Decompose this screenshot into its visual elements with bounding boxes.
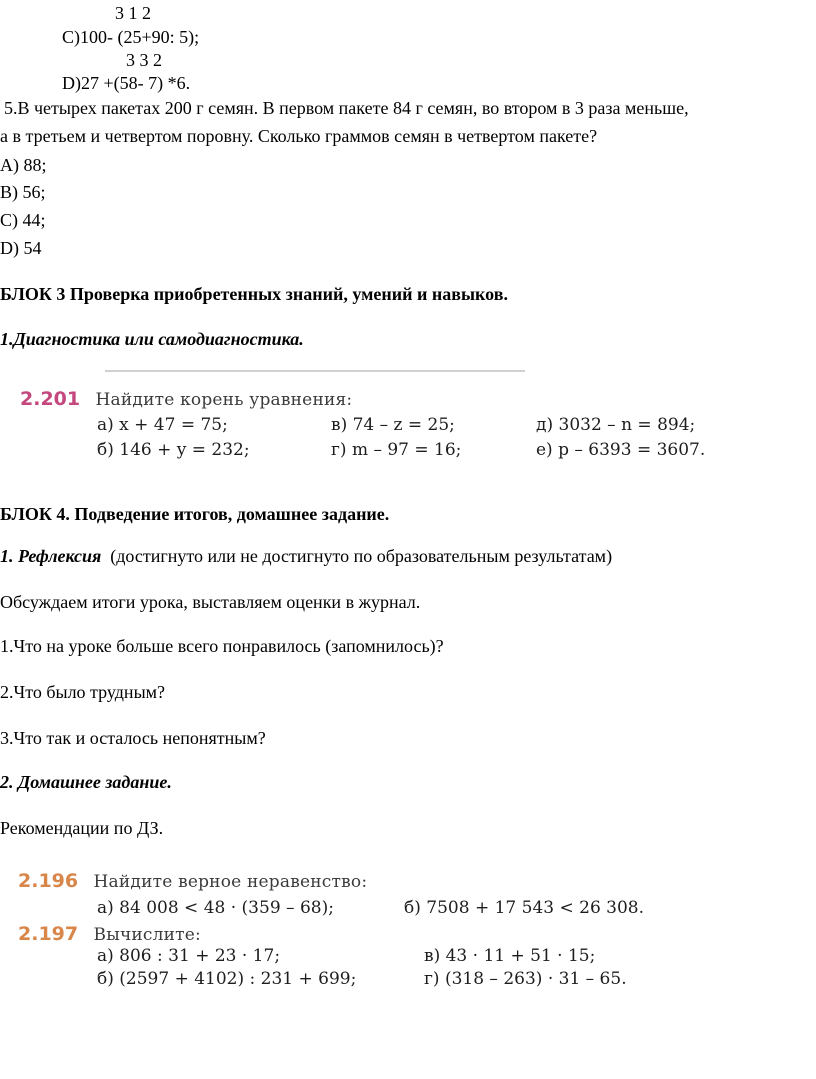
- answer-d: D) 54: [0, 238, 42, 258]
- calculation-v: в) 43 · 11 + 51 · 15;: [424, 946, 596, 966]
- inequality-b: б) 7508 + 17 543 < 26 308.: [404, 898, 645, 918]
- reflection-text: (достигнуто или не достигнуто по образовательным результатам): [110, 546, 613, 566]
- exercise-heading: Найдите корень уравнения:: [95, 390, 353, 410]
- exercise-2-197: [18, 923, 201, 945]
- equation-v: в) 74 – z = 25;: [331, 415, 455, 435]
- question-5-line2: а в третьем и четвертом поровну. Сколько граммов семян в четвертом пакете?: [0, 126, 598, 146]
- expression-c-marks: 3 1 2: [115, 3, 151, 23]
- block-3-title: БЛОК 3 Проверка приобретенных знаний, умений и навыков.: [0, 284, 508, 304]
- equation-d: д) 3032 – n = 894;: [536, 415, 696, 435]
- exercise-heading: Вычислите:: [93, 925, 201, 945]
- calculation-a: а) 806 : 31 + 23 · 17;: [97, 946, 281, 966]
- equation-a: а) x + 47 = 75;: [97, 415, 228, 435]
- homework-title: 2. Домашнее задание.: [0, 772, 172, 792]
- block-3-subtitle: 1.Диагностика или самодиагностика.: [0, 329, 304, 349]
- exercise-number: 2.196: [18, 870, 79, 892]
- answer-b: B) 56;: [0, 182, 46, 202]
- discussion-text: Обсуждаем итоги урока, выставляем оценки в журнал.: [0, 592, 421, 612]
- exercise-number: 2.201: [20, 388, 81, 410]
- reflection-label: 1. Рефлексия: [0, 546, 102, 566]
- question-5-line1: 5.В четырех пакетах 200 г семян. В первом пакете 84 г семян, во втором в 3 раза меньше,: [4, 98, 689, 118]
- expression-d-marks: 3 3 2: [126, 50, 162, 70]
- calculation-g: г) (318 – 263) · 31 – 65.: [424, 969, 627, 989]
- inequality-a: а) 84 008 < 48 · (359 – 68);: [97, 898, 334, 918]
- answer-c: C) 44;: [0, 210, 46, 230]
- block-4-title: БЛОК 4. Подведение итогов, домашнее задание.: [0, 504, 390, 524]
- calculation-b: б) (2597 + 4102) : 231 + 699;: [97, 969, 357, 989]
- reflection-question-1: 1.Что на уроке больше всего понравилось (запомнилось)?: [0, 636, 444, 656]
- exercise-heading: Найдите верное неравенство:: [93, 872, 368, 892]
- homework-recommendations: Рекомендации по ДЗ.: [0, 818, 164, 838]
- equation-g: г) m – 97 = 16;: [331, 440, 462, 460]
- equation-b: б) 146 + y = 232;: [97, 440, 250, 460]
- scan-faint-line: [105, 370, 525, 372]
- answer-a: A) 88;: [0, 155, 47, 175]
- expression-c: C)100- (25+90: 5);: [62, 27, 200, 47]
- reflection-question-2: 2.Что было трудным?: [0, 682, 166, 702]
- reflection-line: [0, 546, 612, 567]
- reflection-question-3: 3.Что так и осталось непонятным?: [0, 728, 266, 748]
- exercise-number: 2.197: [18, 923, 79, 945]
- exercise-2-196: [18, 870, 367, 892]
- equation-e: е) p – 6393 = 3607.: [536, 440, 706, 460]
- expression-d: D)27 +(58- 7) *6.: [62, 73, 191, 93]
- exercise-2-201: [20, 388, 352, 410]
